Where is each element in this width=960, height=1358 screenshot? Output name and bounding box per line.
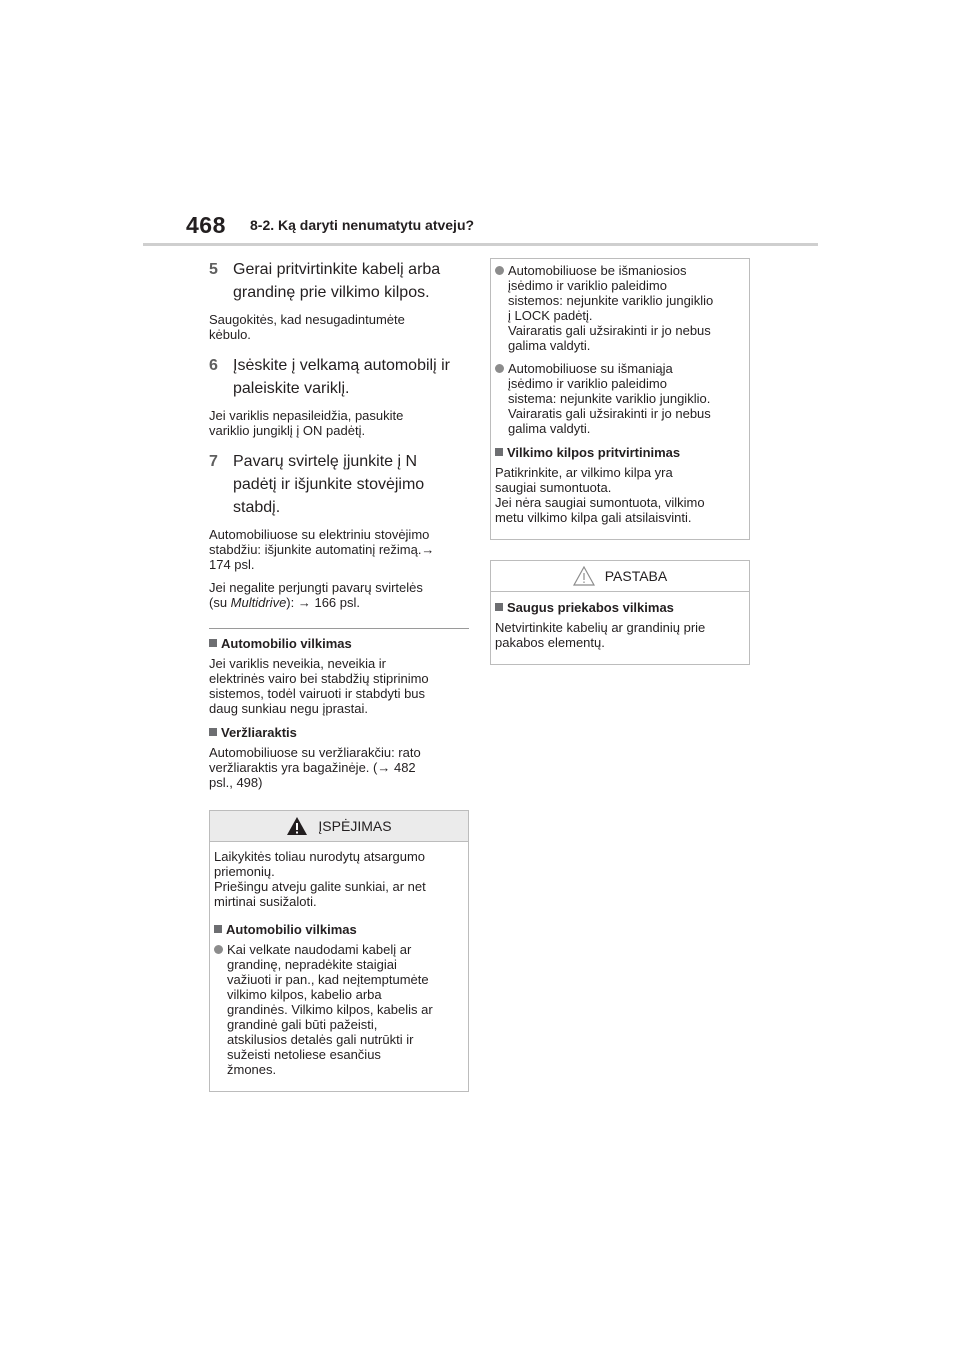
line: Automobiliuose su veržliarakčiu: rato — [209, 745, 421, 760]
line: sistema: nejunkite variklio jungiklio. — [508, 391, 711, 406]
line: 174 psl. — [209, 557, 255, 572]
tow-eye-heading — [495, 444, 745, 461]
step-text — [233, 450, 469, 519]
heading-text: Vilkimo kilpos pritvirtinimas — [507, 445, 681, 460]
notice-header — [491, 561, 749, 592]
section-divider — [209, 628, 469, 629]
section-title: 8-2. Ką daryti nenumatytu atveju? — [250, 217, 475, 233]
tow-eye-text — [495, 465, 745, 525]
line: Vairaratis gali užsirakinti ir jo nebus — [508, 406, 711, 421]
step-6 — [209, 354, 469, 400]
square-bullet-icon — [209, 728, 217, 736]
line: Pavarų svirtelę įjunkite į N — [233, 453, 418, 470]
bullet-text — [508, 263, 713, 353]
line: Automobiliuose su išmaniąja — [508, 361, 673, 376]
line: grandinę, nepradėkite staigiai — [227, 957, 397, 972]
line: Kai velkate naudodami kabelį ar — [227, 942, 412, 957]
warning-header — [210, 811, 468, 842]
line: įsėdimo ir variklio paleidimo — [508, 278, 667, 293]
line: metu vilkimo kilpa gali atsilaisvinti. — [495, 510, 692, 525]
towing-text — [209, 656, 469, 716]
bullet-text — [508, 361, 711, 436]
warning-subheading — [214, 921, 464, 938]
round-bullet-icon — [214, 945, 223, 954]
round-bullet-icon — [495, 266, 504, 275]
line: elektrinės vairo bei stabdžių stiprinimo — [209, 671, 429, 686]
line: Patikrinkite, ar vilkimo kilpa yra — [495, 465, 673, 480]
line: įsėdimo ir variklio paleidimo — [508, 376, 667, 391]
heading-text: Saugus priekabos vilkimas — [507, 600, 674, 615]
square-bullet-icon — [209, 639, 217, 647]
line: grandinės. Vilkimo kilpos, kabelis ar — [227, 1002, 433, 1017]
line: kėbulo. — [209, 327, 251, 342]
step-7-note-2 — [209, 580, 469, 610]
caution-triangle-icon — [573, 566, 595, 586]
line: Saugokitės, kad nesugadintumėte — [209, 312, 405, 327]
right-column — [490, 258, 750, 665]
notice-body — [491, 592, 749, 664]
step-5-note — [209, 312, 469, 342]
square-bullet-icon — [495, 603, 503, 611]
text: ): → 166 psl. — [286, 595, 360, 610]
notice-box — [490, 560, 750, 665]
step-text — [233, 258, 469, 304]
line: žmones. — [227, 1062, 277, 1077]
notice-text — [495, 620, 745, 650]
line: galima valdyti. — [508, 338, 591, 353]
wrench-heading — [209, 724, 469, 741]
line: daug sunkiau negu įprastai. — [209, 701, 369, 716]
bullet-smart-key — [495, 361, 745, 436]
line: Jei nėra saugiai sumontuota, vilkimo — [495, 495, 705, 510]
line: Automobiliuose be išmaniosios — [508, 263, 687, 278]
line: Gerai pritvirtinkite kabelį arba — [233, 261, 441, 278]
line: saugiai sumontuota. — [495, 480, 612, 495]
left-column — [209, 258, 469, 1092]
line: į LOCK padėtį. — [508, 308, 593, 323]
line: grandinę prie vilkimo kilpos. — [233, 284, 430, 301]
wrench-text — [209, 745, 469, 790]
line: sužeisti netoliese esančius — [227, 1047, 381, 1062]
line: Jei negalite perjungti pavarų svirtelės — [209, 580, 423, 595]
line: Laikykitės toliau nurodytų atsargumo — [214, 849, 426, 864]
line: mirtinai susižaloti. — [214, 894, 317, 909]
heading-text: Automobilio vilkimas — [221, 636, 352, 651]
heading-text: Automobilio vilkimas — [226, 922, 357, 937]
line: pakabos elementų. — [495, 635, 605, 650]
line: veržliaraktis yra bagažinėje. (→ 482 — [209, 760, 416, 775]
line: Vairaratis gali užsirakinti ir jo nebus — [508, 323, 711, 338]
multidrive-term: Multidrive — [230, 595, 287, 610]
round-bullet-icon — [495, 364, 504, 373]
page-number: 468 — [186, 212, 226, 238]
square-bullet-icon — [495, 448, 503, 456]
line: stabdžiu: išjunkite automatinį režimą.→ — [209, 542, 435, 557]
line: sistemos, todėl vairuoti ir stabdyti bus — [209, 686, 426, 701]
line: stabdį. — [233, 499, 281, 516]
towing-heading — [209, 635, 469, 652]
line: galima valdyti. — [508, 421, 591, 436]
bullet-text — [227, 942, 433, 1077]
step-7-note-1 — [209, 527, 469, 572]
step-5 — [209, 258, 469, 304]
step-7 — [209, 450, 469, 519]
header-rule — [143, 243, 818, 246]
line: Jei variklis nepasileidžia, pasukite — [209, 408, 404, 423]
line: Įsėskite į velkamą automobilį ir — [233, 357, 450, 374]
square-bullet-icon — [214, 925, 222, 933]
line: Automobiliuose su elektriniu stovėjimo — [209, 527, 430, 542]
line: padėtį ir išjunkite stovėjimo — [233, 476, 425, 493]
text: (su — [209, 595, 231, 610]
notice-subheading — [495, 599, 745, 616]
notice-title: PASTABA — [604, 568, 668, 584]
warning-title: ĮSPĖJIMAS — [318, 818, 392, 834]
step-number: 6 — [209, 357, 218, 374]
line: paleiskite variklį. — [233, 380, 350, 397]
line: Priešingu atveju galite sunkiai, ar net — [214, 879, 426, 894]
line: grandinė gali būti pažeisti, — [227, 1017, 378, 1032]
warning-triangle-icon — [286, 816, 308, 836]
box-body — [491, 259, 749, 539]
heading-text: Veržliaraktis — [221, 725, 297, 740]
step-text — [233, 354, 469, 400]
line: psl., 498) — [209, 775, 263, 790]
step-6-note — [209, 408, 469, 438]
line: Jei variklis neveikia, neveikia ir — [209, 656, 387, 671]
line: atskilusios detalės gali nutrūkti ir — [227, 1032, 414, 1047]
line: priemonių. — [214, 864, 275, 879]
line: sistemos: nejunkite variklio jungiklio — [508, 293, 714, 308]
warning-box — [209, 810, 469, 1092]
step-number: 5 — [209, 261, 218, 278]
bullet-no-smart-key — [495, 263, 745, 353]
warning-continuation-box — [490, 258, 750, 540]
warning-body — [210, 842, 468, 1091]
line: variklio jungiklį į ON padėtį. — [209, 423, 366, 438]
step-number: 7 — [209, 453, 218, 470]
line: vilkimo kilpos, kabelio arba — [227, 987, 382, 1002]
warning-bullet — [214, 942, 464, 1077]
line — [209, 595, 469, 610]
warning-intro — [214, 849, 464, 909]
line: važiuoti ir pan., kad neįtemptumėte — [227, 972, 429, 987]
line: Netvirtinkite kabelių ar grandinių prie — [495, 620, 706, 635]
